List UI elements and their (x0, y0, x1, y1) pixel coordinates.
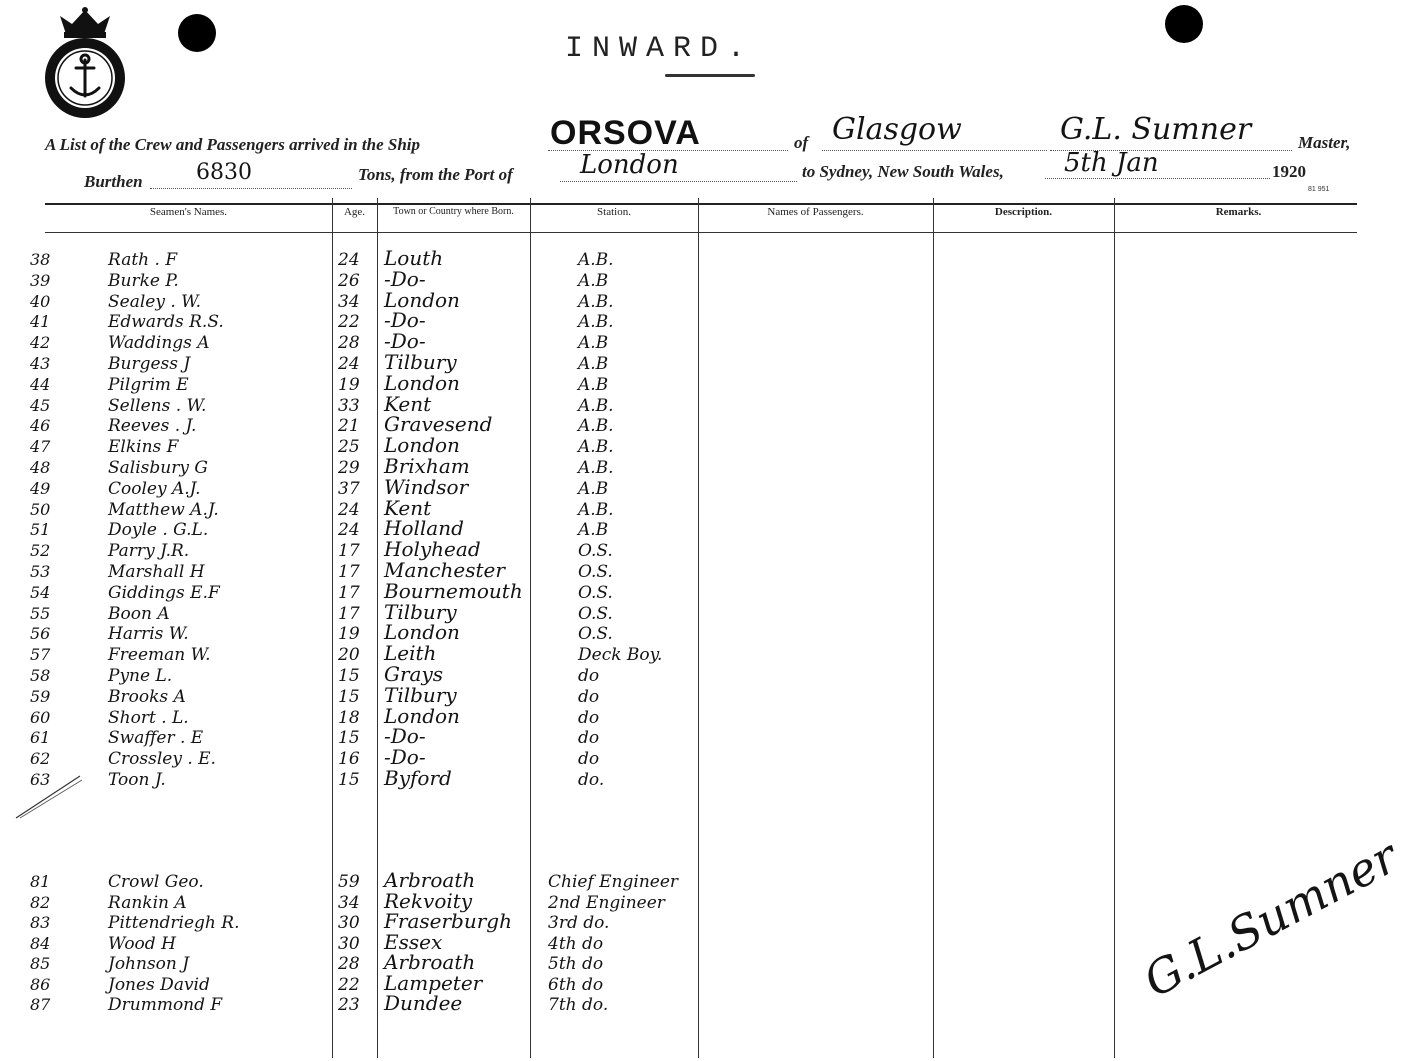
crew-town: Fraserburgh (384, 909, 512, 933)
crew-station: 6th do (548, 974, 604, 995)
crew-age: 15 (338, 770, 360, 790)
burthen-label: Burthen (84, 172, 143, 191)
crew-age: 17 (338, 562, 360, 582)
crew-num: 57 (30, 645, 51, 665)
crew-town: Byford (384, 766, 452, 790)
crew-age: 22 (338, 312, 360, 333)
crew-num: 44 (30, 374, 51, 394)
crew-station: Chief Engineer (548, 872, 679, 892)
crew-name: Giddings E.F (108, 582, 220, 603)
crew-name: Burgess J (108, 354, 191, 374)
crew-town: Grays (384, 662, 444, 686)
col-passengers: Names of Passengers. (767, 206, 864, 218)
crew-town: Arbroath (384, 950, 476, 974)
crew-name: Short . L. (108, 707, 189, 728)
crew-age: 33 (338, 395, 360, 416)
crew-name: Crossley . E. (108, 749, 216, 770)
master-name: G.L. Sumner (1060, 112, 1252, 147)
master-signature: G.L.Sumner (1135, 829, 1406, 1008)
crew-station: A.B. (578, 416, 614, 437)
crew-town: -Do- (384, 266, 426, 291)
shipping-master-seal-icon (38, 4, 133, 122)
crew-station: Deck Boy. (578, 645, 663, 666)
crew-name: Pilgrim E (108, 374, 189, 395)
col-station: Station. (597, 206, 631, 218)
crew-name: Boon A (108, 603, 170, 624)
crew-town: -Do- (384, 724, 426, 749)
crew-num: 61 (30, 728, 51, 748)
crew-town: Windsor (384, 474, 469, 499)
crew-town: Arbroath (384, 868, 476, 892)
from-port: London (580, 150, 679, 180)
col-divider (1114, 198, 1115, 1058)
col-age: Age. (343, 206, 366, 218)
tick-mark (14, 772, 84, 822)
crew-station: do (578, 728, 600, 749)
crew-age: 17 (338, 603, 360, 624)
crew-station: 3rd do. (548, 913, 610, 933)
col-remarks: Remarks. (1215, 206, 1262, 218)
col-divider (530, 198, 531, 1058)
crew-age: 23 (338, 995, 360, 1015)
crew-num: 85 (30, 954, 51, 973)
crew-station: A.B (578, 333, 609, 354)
crew-name: Crowl Geo. (108, 872, 204, 892)
crew-num: 39 (30, 270, 51, 290)
crew-town: Essex (384, 929, 443, 954)
crew-age: 59 (338, 872, 360, 892)
crew-num: 41 (30, 312, 51, 332)
crew-town: London (384, 703, 460, 728)
crew-name: Pittendriegh R. (108, 913, 240, 933)
crew-town: Tilbury (384, 599, 457, 624)
crew-age: 24 (338, 520, 360, 541)
col-town-born: Town or Country where Born. (393, 206, 514, 217)
crew-name: Matthew A.J. (108, 499, 219, 520)
crew-station: A.B. (578, 458, 614, 478)
crew-station: A.B. (578, 291, 614, 312)
crew-station: A.B (578, 374, 609, 395)
crew-age: 21 (338, 416, 360, 437)
crew-town: Bournemouth (384, 578, 523, 603)
crew-station: 5th do (548, 954, 604, 974)
crew-station: A.B. (578, 499, 614, 520)
date-field-line (1045, 178, 1270, 179)
col-seamen-names: Seamen's Names. (149, 206, 228, 218)
crew-age: 25 (338, 437, 360, 458)
crew-age: 34 (338, 892, 360, 913)
crew-num: 50 (30, 499, 51, 519)
crew-age: 24 (338, 354, 360, 374)
col-divider (377, 198, 378, 1058)
crew-station: A.B (578, 270, 609, 291)
crew-station: do (578, 666, 600, 686)
crew-num: 54 (30, 582, 51, 602)
crew-age: 19 (338, 624, 360, 645)
crew-num: 53 (30, 562, 51, 581)
tons-value: 6830 (196, 160, 252, 185)
crew-station: A.B. (578, 437, 614, 458)
crew-name: Freeman W. (108, 645, 211, 666)
crew-town: Brixham (384, 454, 470, 478)
form-code: 81 951 (1308, 186, 1330, 193)
crew-town: London (384, 433, 460, 458)
port-registry-line (822, 150, 1047, 151)
crew-age: 15 (338, 666, 360, 686)
crew-age: 30 (338, 913, 360, 933)
crew-name: Cooley A.J. (108, 478, 201, 499)
crew-station: 7th do. (548, 995, 609, 1015)
crew-name: Johnson J (108, 954, 190, 974)
crew-num: 38 (30, 250, 51, 269)
port-of-registry: Glasgow (832, 112, 962, 147)
crew-station: A.B (578, 478, 609, 499)
crew-name: Elkins F (108, 437, 179, 458)
col-divider (698, 198, 699, 1058)
crew-town: Dundee (384, 991, 463, 1015)
tons-field-line (150, 188, 352, 189)
master-label: Master, (1298, 133, 1351, 152)
crew-num: 48 (30, 458, 51, 477)
crew-name: Reeves . J. (108, 416, 197, 437)
document-title: INWARD. (565, 32, 755, 66)
crew-age: 24 (338, 499, 360, 520)
crew-age: 22 (338, 974, 360, 995)
crew-station: O.S. (578, 603, 613, 624)
crew-name: Burke P. (108, 270, 179, 291)
crew-num: 55 (30, 603, 51, 623)
crew-num: 52 (30, 541, 51, 561)
crew-num: 42 (30, 333, 51, 353)
crew-town: London (384, 620, 460, 645)
crew-name: Swaffer . E (108, 728, 204, 749)
crew-station: A.B (578, 354, 609, 374)
table-top-rule (45, 203, 1357, 205)
col-description: Description. (994, 206, 1053, 218)
crew-name: Doyle . G.L. (108, 520, 209, 541)
crew-age: 17 (338, 582, 360, 603)
crew-town: -Do- (384, 329, 426, 354)
crew-station: O.S. (578, 562, 613, 582)
crew-age: 29 (338, 458, 360, 478)
crew-town: Gravesend (384, 412, 493, 437)
crew-num: 63 (30, 770, 51, 789)
title-underline (665, 74, 755, 77)
crew-name: Jones David (108, 974, 210, 995)
crew-num: 58 (30, 666, 51, 685)
crew-num: 51 (30, 520, 51, 540)
crew-age: 26 (338, 270, 360, 291)
crew-num: 59 (30, 686, 51, 706)
crew-station: O.S. (578, 624, 613, 645)
crew-town: Tilbury (384, 682, 457, 707)
crew-name: Salisbury G (108, 458, 208, 478)
crew-age: 18 (338, 707, 360, 728)
crew-name: Pyne L. (108, 666, 173, 686)
crew-town: Leith (384, 641, 437, 666)
crew-name: Sellens . W. (108, 395, 207, 416)
crew-age: 28 (338, 954, 360, 974)
crew-station: do (578, 749, 600, 770)
crew-station: A.B. (578, 250, 614, 270)
crew-num: 45 (30, 395, 51, 415)
crew-age: 15 (338, 686, 360, 707)
ship-name: ORSOVA (550, 114, 701, 152)
crew-station: A.B. (578, 395, 614, 416)
crew-town: Manchester (384, 558, 505, 582)
crew-num: 47 (30, 437, 51, 457)
col-divider (933, 198, 934, 1058)
crew-town: -Do- (384, 745, 426, 770)
crew-station: do (578, 707, 600, 728)
crew-station: O.S. (578, 582, 613, 603)
crew-station: do (578, 686, 600, 707)
crew-num: 56 (30, 624, 51, 644)
crew-name: Rankin A (108, 892, 187, 913)
crew-age: 16 (338, 749, 360, 770)
from-port-line (560, 181, 797, 182)
tons-from-label: Tons, from the Port of (358, 165, 513, 184)
crew-town: Holland (384, 516, 464, 541)
crew-name: Edwards R.S. (108, 312, 224, 333)
crew-name: Rath . F (108, 250, 178, 270)
crew-num: 81 (30, 872, 51, 891)
crew-num: 60 (30, 707, 51, 727)
crew-age: 37 (338, 478, 360, 499)
crew-num: 62 (30, 749, 51, 769)
crew-num: 49 (30, 478, 51, 498)
punch-hole-icon (1165, 5, 1203, 43)
crew-town: -Do- (384, 308, 426, 333)
list-heading: A List of the Crew and Passengers arrived in the Ship (45, 135, 420, 154)
crew-name: Wood H (108, 933, 176, 954)
crew-town: Holyhead (384, 537, 481, 562)
crew-station: A.B. (578, 312, 614, 333)
crew-age: 15 (338, 728, 360, 749)
crew-station: 2nd Engineer (548, 892, 665, 913)
of-label: of (794, 133, 809, 152)
crew-name: Marshall H (108, 562, 205, 582)
year-value: 1920 (1272, 162, 1306, 181)
crew-town: Louth (384, 246, 444, 270)
crew-station: O.S. (578, 541, 613, 562)
crew-town: Tilbury (384, 350, 457, 374)
crew-num: 43 (30, 354, 51, 373)
crew-age: 20 (338, 645, 360, 666)
crew-station: 4th do (548, 933, 604, 954)
crew-town: Lampeter (384, 970, 483, 995)
crew-age: 24 (338, 250, 360, 270)
crew-num: 82 (30, 892, 51, 912)
crew-num: 83 (30, 913, 51, 932)
crew-age: 28 (338, 333, 360, 354)
crew-name: Waddings A (108, 333, 210, 354)
crew-name: Parry J.R. (108, 541, 190, 562)
crew-town: Kent (384, 391, 432, 416)
crew-station: A.B (578, 520, 609, 541)
crew-name: Brooks A (108, 686, 186, 707)
crew-name: Harris W. (108, 624, 189, 645)
crew-age: 30 (338, 933, 360, 954)
punch-hole-icon (178, 14, 216, 52)
crew-station: do. (578, 770, 605, 790)
crew-name: Toon J. (108, 770, 166, 790)
to-sydney-label: to Sydney, New South Wales, (802, 162, 1004, 181)
col-divider (332, 198, 333, 1058)
crew-name: Sealey . W. (108, 291, 202, 312)
crew-town: Rekvoity (384, 888, 473, 913)
table-header-rule (45, 232, 1357, 233)
crew-age: 17 (338, 541, 360, 562)
crew-age: 34 (338, 291, 360, 312)
arrival-date: 5th Jan (1064, 148, 1159, 178)
crew-town: Kent (384, 495, 432, 520)
crew-num: 84 (30, 933, 51, 953)
crew-num: 87 (30, 995, 51, 1014)
crew-town: London (384, 287, 460, 312)
crew-num: 40 (30, 291, 51, 311)
crew-age: 19 (338, 374, 360, 395)
crew-name: Drummond F (108, 995, 223, 1015)
crew-town: London (384, 370, 460, 395)
crew-num: 86 (30, 974, 51, 994)
crew-num: 46 (30, 416, 51, 436)
